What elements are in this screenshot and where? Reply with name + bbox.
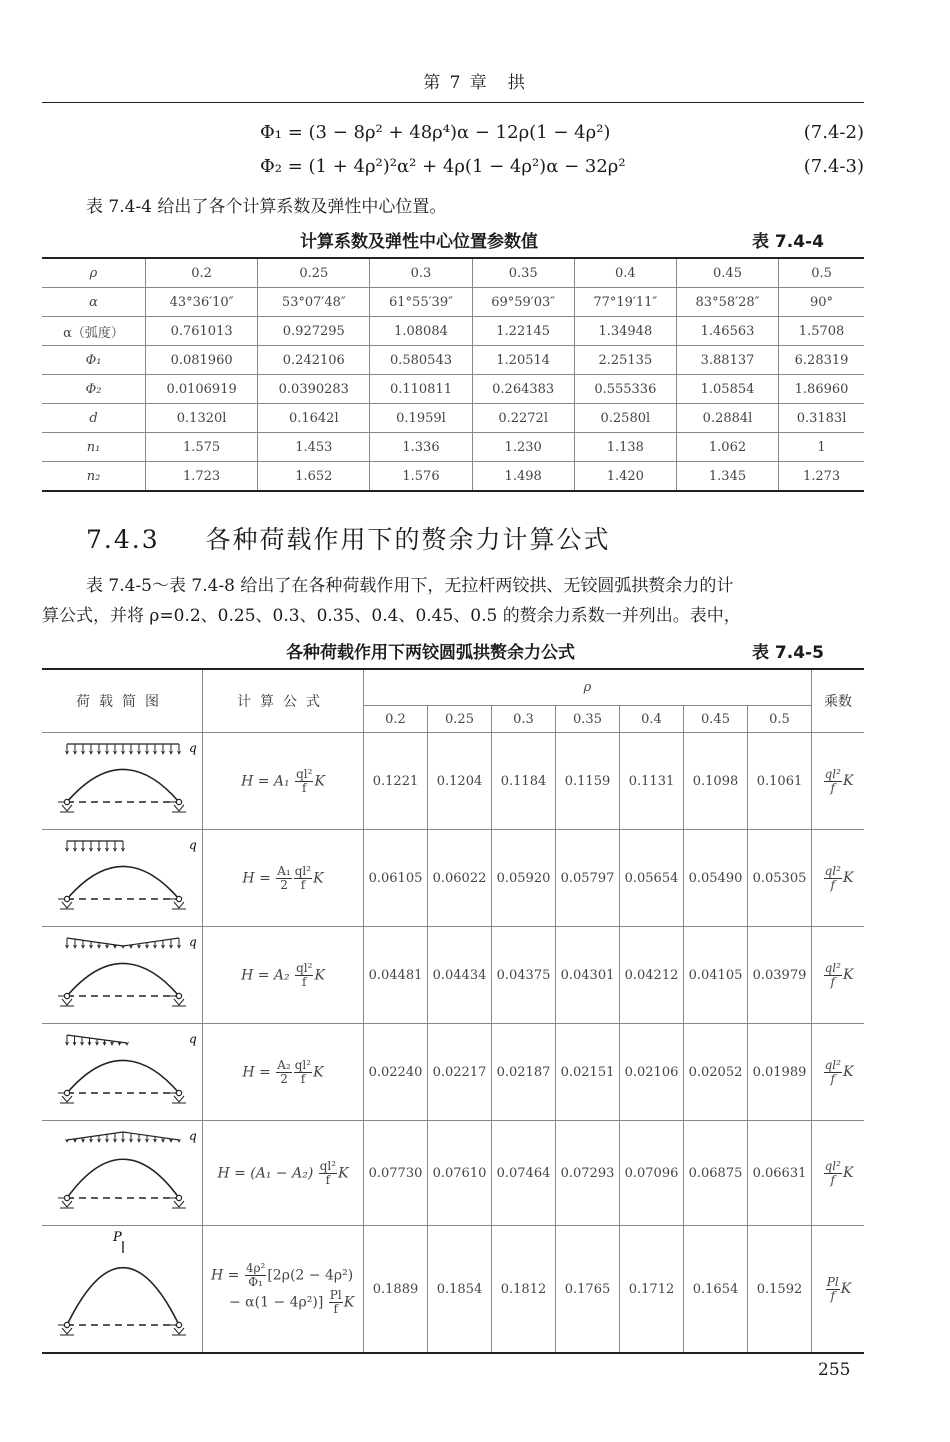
table-row xyxy=(42,1121,864,1226)
parameter-table xyxy=(42,257,864,492)
table-cell: 1.46563 xyxy=(676,317,778,346)
arch-curve xyxy=(67,769,179,802)
table-cell: 1.453 xyxy=(258,433,370,462)
load-diagram-cell xyxy=(42,1226,203,1354)
coefficient-cell: 0.02151 xyxy=(556,1024,620,1121)
table-cell: 1.5708 xyxy=(779,317,864,346)
formula-lead: H = (A₁ − A₂) xyxy=(217,1165,314,1181)
table-cell: 0.081960 xyxy=(146,346,258,375)
table-cell: 1.34948 xyxy=(574,317,676,346)
table-row xyxy=(42,927,864,1024)
table-row xyxy=(42,733,864,830)
arch-diagram xyxy=(47,734,197,824)
table-cell: 1.86960 xyxy=(779,375,864,404)
rho-value: 0.2 xyxy=(364,706,428,733)
equation-body: Φ₁ = (3 − 8ρ² + 48ρ⁴)α − 12ρ(1 − 4ρ²) xyxy=(260,122,611,143)
arch-curve xyxy=(67,1159,179,1198)
coefficient-cell: 0.1184 xyxy=(492,733,556,830)
table-cell: 1.652 xyxy=(258,462,370,492)
table-cell: 0.1959l xyxy=(370,404,472,433)
rho-value: 0.4 xyxy=(620,706,684,733)
redundant-force-table xyxy=(42,668,864,1354)
coefficient-cell: 0.07464 xyxy=(492,1121,556,1226)
arch-curve xyxy=(67,1268,179,1325)
table-row xyxy=(42,404,864,433)
table-row xyxy=(42,1024,864,1121)
row-label: n₂ xyxy=(42,462,146,492)
table-cell: 0.1642l xyxy=(258,404,370,433)
fraction: $\frac{\text{ql²}}{f}$ xyxy=(824,1057,841,1086)
table-cell: 0.0106919 xyxy=(146,375,258,404)
rho-value: 0.5 xyxy=(748,706,812,733)
section-number: 7.4.3 xyxy=(86,525,160,554)
formula-lead: H = xyxy=(242,870,271,886)
formula-line-2: − α(1 − 4ρ²)] xyxy=(229,1294,324,1311)
table-cell: 1.575 xyxy=(146,433,258,462)
table-cell: 90° xyxy=(779,288,864,317)
hinge-support xyxy=(176,1322,181,1327)
rho-value: 0.25 xyxy=(428,706,492,733)
load-intensity-label: q xyxy=(189,1129,197,1143)
table-cell: 0.5 xyxy=(779,258,864,288)
coefficient-cell: 0.04375 xyxy=(492,927,556,1024)
support-triangle xyxy=(174,999,184,1005)
table-cell: 0.2580l xyxy=(574,404,676,433)
coefficient-cell: 0.05920 xyxy=(492,830,556,927)
table-row xyxy=(42,462,864,492)
coefficient-cell: 0.1854 xyxy=(428,1226,492,1354)
fraction: $\frac{\text{ql²}}{f}$ xyxy=(319,1158,337,1187)
fraction: $\frac{\text{ql²}}{f}$ xyxy=(294,1057,312,1086)
hinge-support xyxy=(176,799,181,804)
formula-cell: H = $\frac{\text{4ρ²}}{\text{Φ₁}}$ [2ρ(2 − 4ρ²) − α(1 − 4ρ²)] $\frac{Pl}{f}$ K xyxy=(203,1226,364,1354)
header-rule xyxy=(42,102,864,103)
coefficient-cell: 0.1159 xyxy=(556,733,620,830)
load-intensity-label: q xyxy=(189,838,197,852)
table-cell: 0.1320l xyxy=(146,404,258,433)
table-cell: 0.2272l xyxy=(472,404,574,433)
table2-number: 表 7.4-5 xyxy=(752,643,824,663)
formula-cell: H = A₁ $\frac{\text{ql²}}{f}$ K xyxy=(203,733,364,830)
support-triangle xyxy=(62,999,72,1005)
support-triangle xyxy=(62,1096,72,1102)
support-triangle xyxy=(174,1096,184,1102)
coefficient-cell: 0.03979 xyxy=(748,927,812,1024)
coefficient-cell: 0.07610 xyxy=(428,1121,492,1226)
chapter-header: 第 7 章 拱 xyxy=(423,73,527,93)
arch-diagram xyxy=(47,1122,197,1220)
paragraph-line-1: 表 7.4-5～表 7.4-8 给出了在各种荷载作用下，无拉杆两铰拱、无铰圆弧拱赘余力的计 xyxy=(86,576,734,596)
table-cell: 2.25135 xyxy=(574,346,676,375)
table-cell: 0.264383 xyxy=(472,375,574,404)
row-label: d xyxy=(42,404,146,433)
table-cell: 1.062 xyxy=(676,433,778,462)
formula-lead: H = A₂ xyxy=(241,967,290,983)
hinge-support xyxy=(176,993,181,998)
table-cell: 0.3183l xyxy=(779,404,864,433)
fraction: $\frac{Pl}{f}$ xyxy=(329,1288,342,1316)
table-cell: 77°19′11″ xyxy=(574,288,676,317)
table-cell: 1.05854 xyxy=(676,375,778,404)
table-row xyxy=(42,433,864,462)
multiplier-cell: $\frac{\text{ql²}}{f}$ K xyxy=(812,1024,865,1121)
table1-caption: 计算系数及弹性中心位置参数值 xyxy=(300,232,538,252)
multiplier-cell: $\frac{\text{ql²}}{f}$ K xyxy=(812,1121,865,1226)
coefficient-cell: 0.07730 xyxy=(364,1121,428,1226)
multiplier-cell: $\frac{\text{ql²}}{f}$ K xyxy=(812,733,865,830)
table1-number: 表 7.4-4 xyxy=(752,232,824,252)
coefficient-cell: 0.07293 xyxy=(556,1121,620,1226)
table-row xyxy=(42,258,864,288)
fraction: $\frac{\text{ql²}}{f}$ xyxy=(296,960,313,989)
header-formula: 计算公式 xyxy=(203,669,364,733)
table-cell: 0.0390283 xyxy=(258,375,370,404)
load-intensity-label: q xyxy=(189,741,197,755)
table-cell: 0.110811 xyxy=(370,375,472,404)
hinge-support xyxy=(64,993,69,998)
header-diagram: 荷载简图 xyxy=(42,669,203,733)
coefficient-cell: 0.06875 xyxy=(684,1121,748,1226)
table-cell: 83°58′28″ xyxy=(676,288,778,317)
table-row xyxy=(42,375,864,404)
equation-number: (7.4-2) xyxy=(803,122,864,143)
formula-lead: H = A₁ xyxy=(241,773,290,789)
table-cell: 53°07′48″ xyxy=(258,288,370,317)
arch-diagram xyxy=(47,928,197,1018)
table2-caption: 各种荷载作用下两铰圆弧拱赘余力公式 xyxy=(286,643,575,663)
formula-line-1: [2ρ(2 − 4ρ²) xyxy=(267,1267,354,1284)
rho-value: 0.45 xyxy=(684,706,748,733)
header-rho: ρ xyxy=(364,669,812,706)
arch-diagram xyxy=(47,1227,197,1347)
coefficient-cell: 0.1812 xyxy=(492,1226,556,1354)
formula-cell: H = $\frac{\text{A₁}}{2}$ $\frac{\text{ql²}}{f}$ K xyxy=(203,830,364,927)
coefficient-cell: 0.1889 xyxy=(364,1226,428,1354)
rho-value: 0.35 xyxy=(556,706,620,733)
formula-cell: H = A₂ $\frac{\text{ql²}}{f}$ K xyxy=(203,927,364,1024)
formula-lead: H = xyxy=(242,1064,271,1080)
table-cell: 0.4 xyxy=(574,258,676,288)
table-row xyxy=(42,317,864,346)
multiplier-cell: $\frac{\text{ql²}}{f}$ K xyxy=(812,830,865,927)
coefficient-cell: 0.04301 xyxy=(556,927,620,1024)
support-triangle xyxy=(174,902,184,908)
table-cell: 1.230 xyxy=(472,433,574,462)
coefficient-cell: 0.04212 xyxy=(620,927,684,1024)
coefficient-cell: 0.06022 xyxy=(428,830,492,927)
table-cell: 1.20514 xyxy=(472,346,574,375)
coefficient-cell: 0.02106 xyxy=(620,1024,684,1121)
hinge-support xyxy=(176,1090,181,1095)
row-label: α（弧度） xyxy=(42,317,146,346)
table-cell: 0.45 xyxy=(676,258,778,288)
coefficient-cell: 0.02240 xyxy=(364,1024,428,1121)
multiplier-cell: $\frac{Pl}{f}$ K xyxy=(812,1226,865,1354)
coefficient-cell: 0.05305 xyxy=(748,830,812,927)
table-cell: 0.555336 xyxy=(574,375,676,404)
coefficient-cell: 0.1131 xyxy=(620,733,684,830)
load-intensity-label: q xyxy=(189,935,197,949)
arch-diagram xyxy=(47,831,197,921)
coefficient-cell: 0.1204 xyxy=(428,733,492,830)
table-cell: 0.580543 xyxy=(370,346,472,375)
equation-body: Φ₂ = (1 + 4ρ²)²α² + 4ρ(1 − 4ρ²)α − 32ρ² xyxy=(260,156,626,177)
hinge-support xyxy=(64,1090,69,1095)
table-cell: 43°36′10″ xyxy=(146,288,258,317)
table-row xyxy=(42,1226,864,1354)
coefficient-cell: 0.1098 xyxy=(684,733,748,830)
row-label: Φ₂ xyxy=(42,375,146,404)
load-diagram-cell xyxy=(42,733,203,830)
fraction: $\frac{\text{A₁}}{2}$ xyxy=(277,863,291,892)
support-triangle xyxy=(62,902,72,908)
fraction: $\frac{\text{ql²}}{f}$ xyxy=(824,960,841,989)
coefficient-cell: 0.05797 xyxy=(556,830,620,927)
table-cell: 6.28319 xyxy=(779,346,864,375)
table-cell: 1.345 xyxy=(676,462,778,492)
table-row xyxy=(42,288,864,317)
coefficient-cell: 0.04105 xyxy=(684,927,748,1024)
fraction: $\frac{\text{ql²}}{f}$ xyxy=(296,766,313,795)
coefficient-cell: 0.1654 xyxy=(684,1226,748,1354)
point-load-label: P xyxy=(113,1230,122,1245)
coefficient-cell: 0.04481 xyxy=(364,927,428,1024)
table-cell: 1.723 xyxy=(146,462,258,492)
table-cell: 0.2 xyxy=(146,258,258,288)
coefficient-cell: 0.06105 xyxy=(364,830,428,927)
rho-value: 0.3 xyxy=(492,706,556,733)
fraction: $\frac{\text{ql²}}{f}$ xyxy=(824,1158,841,1187)
table-cell: 0.2884l xyxy=(676,404,778,433)
table-cell: 61°55′39″ xyxy=(370,288,472,317)
table-cell: 1.576 xyxy=(370,462,472,492)
table-cell: 0.35 xyxy=(472,258,574,288)
load-diagram-cell xyxy=(42,1024,203,1121)
coefficient-cell: 0.04434 xyxy=(428,927,492,1024)
table-cell: 1.336 xyxy=(370,433,472,462)
table-cell: 0.761013 xyxy=(146,317,258,346)
load-diagram-cell xyxy=(42,830,203,927)
table-cell: 0.927295 xyxy=(258,317,370,346)
equation-7-4-3 xyxy=(0,156,950,182)
hinge-support xyxy=(64,896,69,901)
section-title: 各种荷载作用下的赘余力计算公式 xyxy=(205,525,611,554)
paragraph-line-2: 算公式，并将 ρ=0.2、0.25、0.3、0.35、0.4、0.45、0.5 的赘余力系数一并列出。表中， xyxy=(42,606,741,626)
table-cell: 69°59′03″ xyxy=(472,288,574,317)
hinge-support xyxy=(64,1322,69,1327)
hinge-support xyxy=(176,896,181,901)
load-diagram-cell xyxy=(42,1121,203,1226)
fraction: $\frac{Pl}{f}$ xyxy=(826,1274,839,1303)
equation-number: (7.4-3) xyxy=(803,156,864,177)
arch-curve xyxy=(67,866,179,899)
fraction: $\frac{\text{ql²}}{f}$ xyxy=(294,863,312,892)
row-label: n₁ xyxy=(42,433,146,462)
row-label: Φ₁ xyxy=(42,346,146,375)
table-row xyxy=(42,346,864,375)
hinge-support xyxy=(64,799,69,804)
arch-diagram xyxy=(47,1025,197,1115)
header-multiplier: 乘数 xyxy=(812,669,865,733)
support-triangle xyxy=(174,1328,184,1334)
coefficient-cell: 0.02187 xyxy=(492,1024,556,1121)
formula-cell: H = (A₁ − A₂) $\frac{\text{ql²}}{f}$ K xyxy=(203,1121,364,1226)
support-triangle xyxy=(62,805,72,811)
section-heading xyxy=(86,520,611,556)
table-cell: 1.498 xyxy=(472,462,574,492)
coefficient-cell: 0.06631 xyxy=(748,1121,812,1226)
coefficient-cell: 0.05654 xyxy=(620,830,684,927)
intro-text: 表 7.4-4 给出了各个计算系数及弹性中心位置。 xyxy=(86,197,447,217)
fraction: $\frac{\text{4ρ²}}{\text{Φ₁}}$ xyxy=(245,1261,266,1289)
load-line xyxy=(67,938,179,946)
formula-cell: H = $\frac{\text{A₂}}{2}$ $\frac{\text{ql²}}{f}$ K xyxy=(203,1024,364,1121)
support-triangle xyxy=(62,1328,72,1334)
table-row xyxy=(42,830,864,927)
arch-curve xyxy=(67,963,179,996)
load-intensity-label: q xyxy=(189,1032,197,1046)
table-cell: 1.08084 xyxy=(370,317,472,346)
support-triangle xyxy=(174,1201,184,1207)
coefficient-cell: 0.05490 xyxy=(684,830,748,927)
fraction: $\frac{\text{A₂}}{2}$ xyxy=(277,1057,291,1086)
page-number: 255 xyxy=(818,1360,851,1380)
table-cell: 1 xyxy=(779,433,864,462)
coefficient-cell: 0.1592 xyxy=(748,1226,812,1354)
arch-curve xyxy=(67,1060,179,1093)
table-cell: 3.88137 xyxy=(676,346,778,375)
support-triangle xyxy=(62,1201,72,1207)
coefficient-cell: 0.1221 xyxy=(364,733,428,830)
table-cell: 0.3 xyxy=(370,258,472,288)
table-cell: 0.242106 xyxy=(258,346,370,375)
table-cell: 1.22145 xyxy=(472,317,574,346)
support-triangle xyxy=(174,805,184,811)
fraction: $\frac{\text{ql²}}{f}$ xyxy=(824,863,841,892)
equation-7-4-2 xyxy=(0,122,950,148)
formula-lead: H = xyxy=(211,1267,240,1284)
load-diagram-cell xyxy=(42,927,203,1024)
table-cell: 0.25 xyxy=(258,258,370,288)
table-cell: 1.420 xyxy=(574,462,676,492)
multiplier-cell: $\frac{\text{ql²}}{f}$ K xyxy=(812,927,865,1024)
coefficient-cell: 0.1061 xyxy=(748,733,812,830)
table-cell: 1.273 xyxy=(779,462,864,492)
coefficient-cell: 0.01989 xyxy=(748,1024,812,1121)
row-label: ρ xyxy=(42,258,146,288)
coefficient-cell: 0.1712 xyxy=(620,1226,684,1354)
table-cell: 1.138 xyxy=(574,433,676,462)
coefficient-cell: 0.07096 xyxy=(620,1121,684,1226)
row-label: α xyxy=(42,288,146,317)
hinge-support xyxy=(64,1195,69,1200)
fraction: $\frac{\text{ql²}}{f}$ xyxy=(824,766,841,795)
coefficient-cell: 0.02052 xyxy=(684,1024,748,1121)
coefficient-cell: 0.02217 xyxy=(428,1024,492,1121)
hinge-support xyxy=(176,1195,181,1200)
coefficient-cell: 0.1765 xyxy=(556,1226,620,1354)
